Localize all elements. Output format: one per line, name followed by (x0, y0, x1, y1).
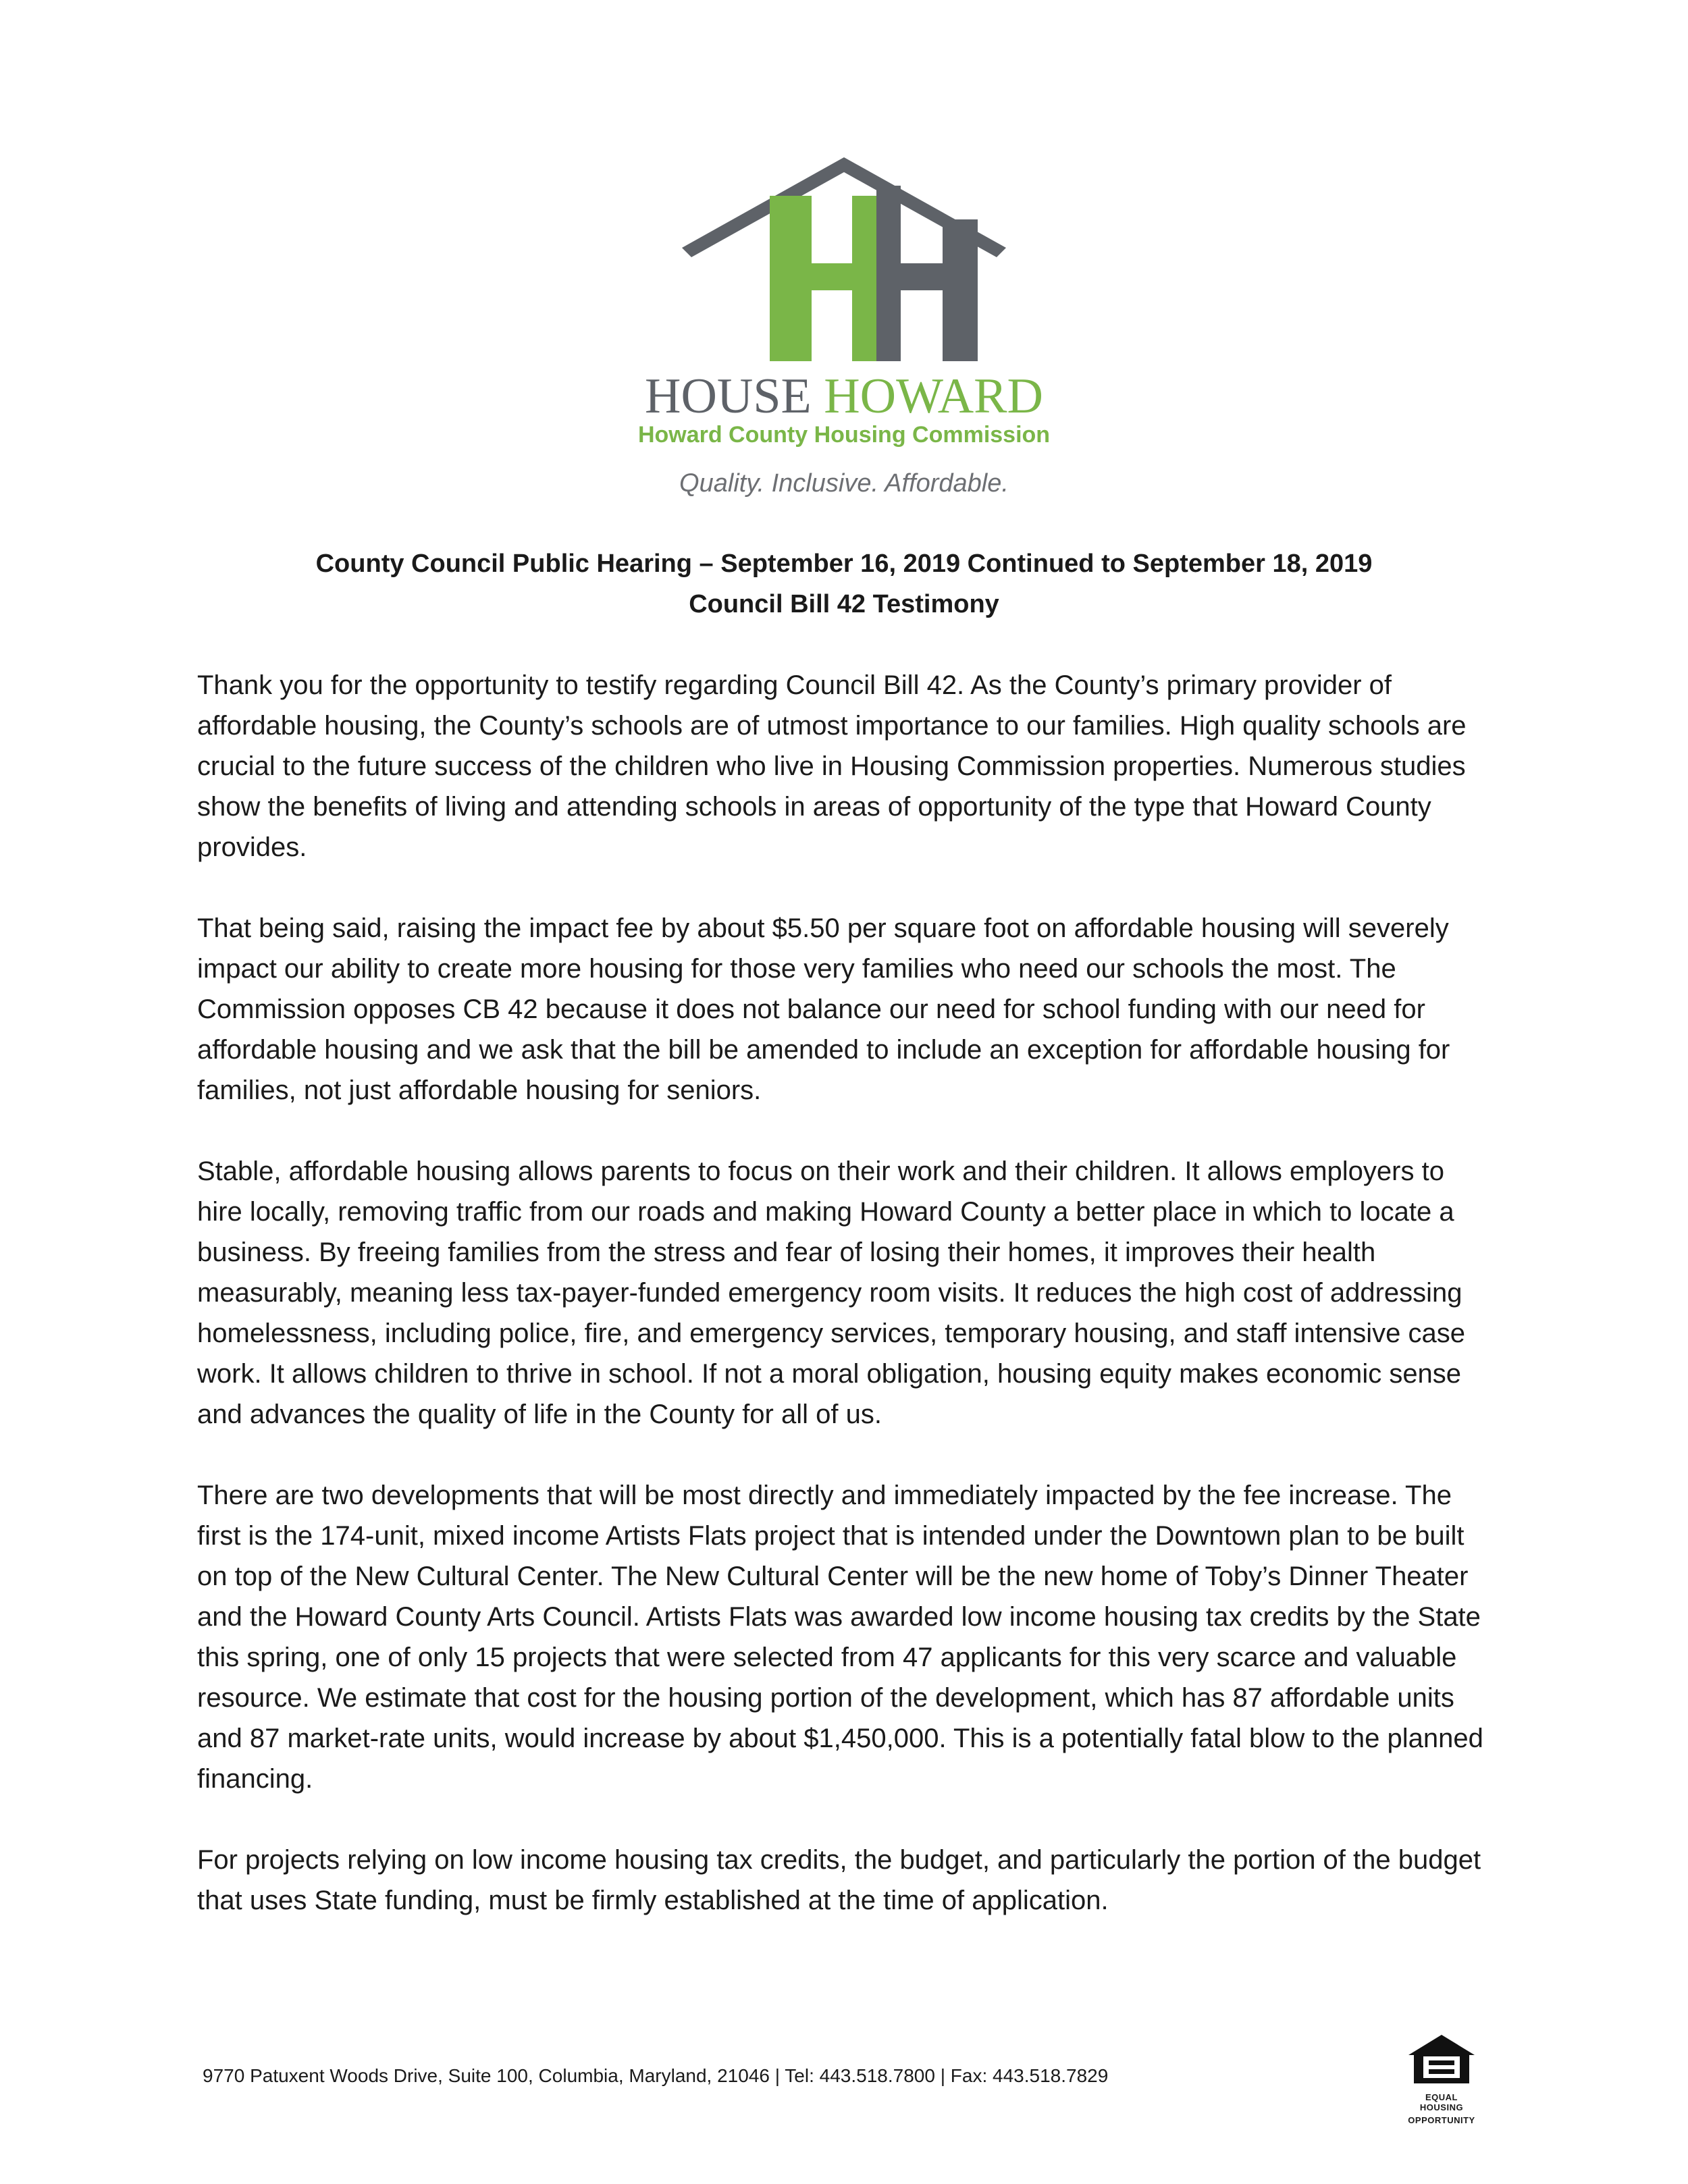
equal-housing-badge (1404, 2032, 1479, 2125)
logo (581, 145, 1107, 496)
eho-label-line-2: OPPORTUNITY (1408, 2115, 1475, 2125)
testimony-body (197, 665, 1487, 1961)
equal-housing-icon (1404, 2032, 1479, 2086)
house-hh-logo-icon (675, 145, 1013, 368)
tagline: Quality. Inclusive. Affordable. (679, 469, 1009, 498)
eho-label-line-1: EQUAL HOUSING (1419, 2092, 1464, 2112)
document-heading (203, 543, 1485, 624)
footer-address: 9770 Patuxent Woods Drive, Suite 100, Columbia, Maryland, 21046 | Tel: 443.518.7800 | Fax: 443.518.7829 (203, 2065, 1109, 2086)
brand-howard: HOWARD (824, 369, 1043, 424)
paragraph-1: Thank you for the opportunity to testify regarding Council Bill 42. As the County’s primary provider of affordable housing, the County’s schools are of utmost importance to our families. High quality schools are crucial to the future success of the children who live in Housing Commission properties. Numerous studies show the benefits of living and attending schools in areas of opportunity of the type that Howard County provides. (197, 670, 1467, 862)
heading-line-1: County Council Public Hearing – September 16, 2019 Continued to September 18, 2019 (315, 550, 1373, 578)
brand-name (581, 369, 1107, 424)
paragraph-3: Stable, affordable housing allows parents to focus on their work and their children. It allows employers to hire locally, removing traffic from our roads and making Howard County a better place in which to locate a business. By freeing families from the stress and fear of losing their homes, it improves their health measurably, meaning less tax-payer-funded emergency room visits. It reduces the high cost of addressing homelessness, including police, fire, and emergency services, temporary housing, and staff intensive case work. It allows children to thrive in school. If not a moral obligation, housing equity makes economic sense and advances the quality of life in the County for all of us. (197, 1156, 1466, 1429)
heading-line-2: Council Bill 42 Testimony (689, 590, 999, 618)
brand-house: HOUSE (645, 369, 812, 424)
commission-name: Howard County Housing Commission (637, 422, 1051, 448)
paragraph-5: For projects relying on low income housing tax credits, the budget, and particularly the portion of the budget that uses State funding, must be firmly established at the time of application. (197, 1845, 1481, 1915)
paragraph-4: There are two developments that will be most directly and immediately impacted by the fee increase. The first is the 174-unit, mixed income Artists Flats project that is intended under the Downtown plan to be built on top of the New Cultural Center. The New Cultural Center will be the new home of Toby’s Dinner Theater and the Howard County Arts Council. Artists Flats was awarded low income housing tax credits by the State this spring, one of only 15 projects that were selected from 47 applicants for this very scarce and valuable resource. We estimate that cost for the housing portion of the development, which has 87 affordable units and 87 market-rate units, would increase by about $1,450,000. This is a potentially fatal blow to the planned financing. (197, 1481, 1483, 1794)
paragraph-2: That being said, raising the impact fee by about $5.50 per square foot on affordable housing will severely impact our ability to create more housing for those very families who need our schools the most. The Commission opposes CB 42 because it does not balance our need for school funding with our need for affordable housing and we ask that the bill be amended to include an exception for affordable housing for families, not just affordable housing for seniors. (197, 913, 1450, 1105)
